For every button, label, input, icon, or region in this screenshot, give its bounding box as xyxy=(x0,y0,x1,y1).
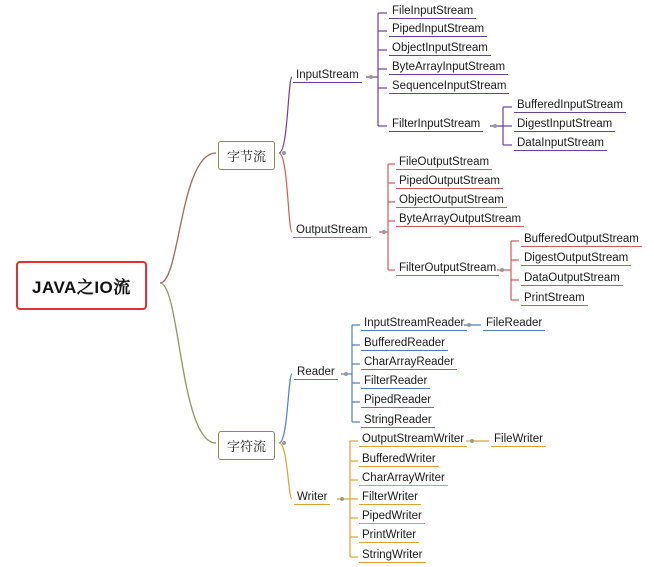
node-pipedreader[interactable]: PipedReader xyxy=(361,393,434,408)
node-writer[interactable]: Writer xyxy=(294,490,330,505)
node-digestoutputstream[interactable]: DigestOutputStream xyxy=(521,251,631,266)
node-dot xyxy=(470,439,474,443)
branch-byte-stream[interactable]: 字节流 xyxy=(218,141,275,170)
branch-char-stream[interactable]: 字符流 xyxy=(218,431,275,460)
node-stringwriter[interactable]: StringWriter xyxy=(359,548,426,563)
node-digestinputstream[interactable]: DigestInputStream xyxy=(514,117,615,132)
node-inputstream[interactable]: InputStream xyxy=(293,68,362,83)
node-chararrayreader[interactable]: CharArrayReader xyxy=(361,355,457,370)
node-bytearrayoutputstream[interactable]: ByteArrayOutputStream xyxy=(396,212,524,227)
node-filterwriter[interactable]: FilterWriter xyxy=(359,490,421,505)
node-pipedoutputstream[interactable]: PipedOutputStream xyxy=(396,174,503,189)
node-dot xyxy=(282,441,286,445)
node-filterinputstream[interactable]: FilterInputStream xyxy=(389,117,483,132)
node-filteroutputstream[interactable]: FilterOutputStream xyxy=(396,261,499,276)
node-inputstreamreader[interactable]: InputStreamReader xyxy=(361,316,467,331)
node-objectinputstream[interactable]: ObjectInputStream xyxy=(389,41,491,56)
node-filereader[interactable]: FileReader xyxy=(483,316,545,331)
node-bufferedreader[interactable]: BufferedReader xyxy=(361,336,448,351)
node-dot xyxy=(340,497,344,501)
node-fileoutputstream[interactable]: FileOutputStream xyxy=(396,155,492,170)
root-node[interactable]: JAVA之IO流 xyxy=(16,261,147,310)
node-bufferedoutputstream[interactable]: BufferedOutputStream xyxy=(521,232,642,247)
node-dot xyxy=(467,323,471,327)
node-printwriter[interactable]: PrintWriter xyxy=(359,528,419,543)
node-dot xyxy=(382,230,386,234)
node-bufferedwriter[interactable]: BufferedWriter xyxy=(359,452,439,467)
node-stringreader[interactable]: StringReader xyxy=(361,413,435,428)
node-dot xyxy=(493,124,497,128)
node-sequenceinputstream[interactable]: SequenceInputStream xyxy=(389,79,509,94)
node-pipedinputstream[interactable]: PipedInputStream xyxy=(389,22,487,37)
node-objectoutputstream[interactable]: ObjectOutputStream xyxy=(396,193,507,208)
node-dot xyxy=(369,75,373,79)
node-datainputstream[interactable]: DataInputStream xyxy=(514,136,607,151)
node-filewriter[interactable]: FileWriter xyxy=(491,432,546,447)
node-fileinputstream[interactable]: FileInputStream xyxy=(389,4,476,19)
node-filterreader[interactable]: FilterReader xyxy=(361,374,430,389)
node-outputstreamwriter[interactable]: OutputStreamWriter xyxy=(359,432,467,447)
node-chararraywriter[interactable]: CharArrayWriter xyxy=(359,471,448,486)
node-reader[interactable]: Reader xyxy=(294,365,338,380)
node-bytearrayinputstream[interactable]: ByteArrayInputStream xyxy=(389,60,508,75)
node-outputstream[interactable]: OutputStream xyxy=(293,223,371,238)
node-pipedwriter[interactable]: PipedWriter xyxy=(359,509,425,524)
node-bufferedinputstream[interactable]: BufferedInputStream xyxy=(514,98,626,113)
node-dot xyxy=(282,151,286,155)
node-dot xyxy=(344,372,348,376)
node-printstream[interactable]: PrintStream xyxy=(521,291,588,306)
node-dot xyxy=(500,268,504,272)
node-dataoutputstream[interactable]: DataOutputStream xyxy=(521,271,623,286)
